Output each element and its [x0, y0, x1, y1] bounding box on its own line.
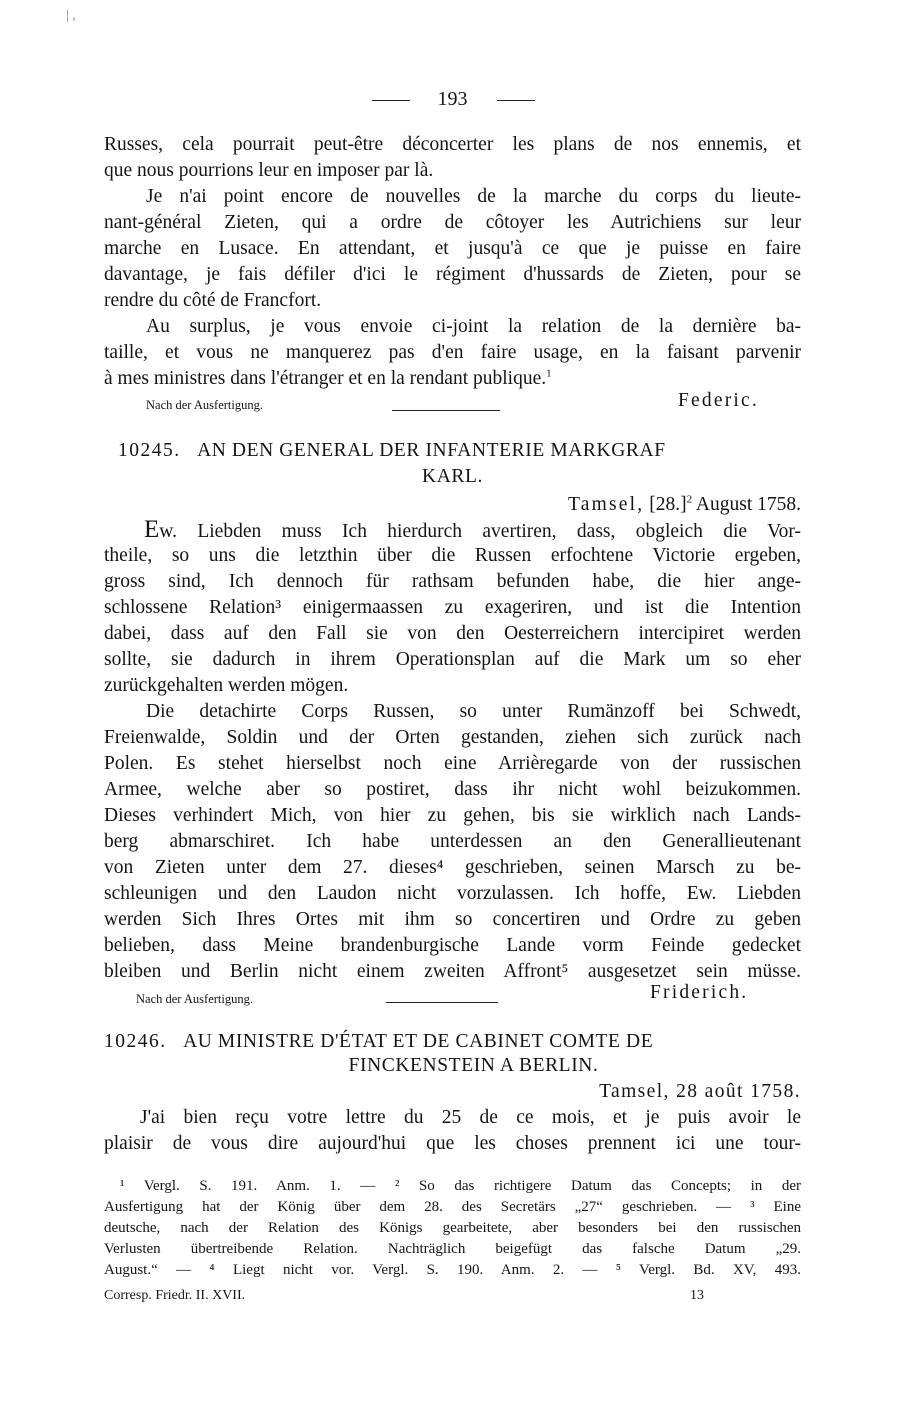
text-line: bleiben und Berlin nicht einem zweiten Affront⁵ ausgesetzet sein müsse. — [104, 961, 801, 982]
letter-heading — [104, 1029, 801, 1055]
text-line: dabei, dass auf den Fall sie von den Oesterreichern intercipiret werden — [104, 623, 801, 644]
text-line: von Zieten unter dem 27. dieses⁴ geschrieben, seinen Marsch zu be- — [104, 857, 801, 878]
dateline: Tamsel, 28 août 1758. — [599, 1081, 801, 1102]
text-line: Je n'ai point encore de nouvelles de la marche du corps du lieute- — [146, 186, 801, 207]
letter-title-line2: FINCKENSTEIN A BERLIN. — [348, 1055, 599, 1076]
text-line: Die detachirte Corps Russen, so unter Rumänzoff bei Schwedt, — [146, 701, 801, 722]
footnote-line: ¹ Vergl. S. 191. Anm. 1. — ² So das richtigere Datum das Concepts; in der — [120, 1178, 801, 1194]
initial-letter: E — [144, 516, 160, 543]
letter-title-line2: KARL. — [422, 466, 483, 487]
text-line: Au surplus, je vous envoie ci-joint la relation de la dernière ba- — [146, 316, 801, 337]
text-line: werden Sich Ihres Ortes mit ihm so concertiren und Ordre zu geben — [104, 909, 801, 930]
corner-marks: | , — [66, 8, 76, 23]
letter-title: AN DEN GENERAL DER INFANTERIE MARKGRAF — [197, 440, 666, 461]
text-line: Russes, cela pourrait peut-être déconcerter les plans de nos ennemis, et — [104, 134, 801, 155]
footnote-line: Ausfertigung hat der König über dem 28. des Secretärs „27“ geschrieben. — ³ Eine — [104, 1199, 801, 1215]
text-line: theile, so uns die letzthin über die Russen erfochtene Victorie ergeben, — [104, 545, 801, 566]
footnote-ref: 1 — [546, 367, 552, 380]
footnote-line: August.“ — ⁴ Liegt nicht vor. Vergl. S. 190. Anm. 2. — ⁵ Vergl. Bd. XV, 493. — [104, 1262, 801, 1278]
text-line: que nous pourrions leur en imposer par là. — [104, 160, 434, 181]
text-line: berg abmarschiret. Ich habe unterdessen an den Generallieutenant — [104, 831, 801, 852]
signature-mark: 13 — [690, 1288, 704, 1303]
text-line: marche en Lusace. En attendant, et jusqu'à ce que je puisse en faire — [104, 238, 801, 259]
letter-title: AU MINISTRE D'ÉTAT ET DE CABINET COMTE DE — [183, 1031, 654, 1052]
text-line: plaisir de vous dire aujourd'hui que les choses prennent ici une tour- — [104, 1133, 801, 1154]
text-line: zurückgehalten werden mögen. — [104, 675, 349, 696]
signature: Friderich. — [650, 982, 749, 1003]
text-line: schlossene Relation³ einigermaassen zu exageriren, und ist die Intention — [104, 597, 801, 618]
footnote-line: Verlusten übertreibende Relation. Nachträglich beigefügt das falsche Datum „29. — [104, 1241, 801, 1257]
signature-line: Corresp. Friedr. II. XVII. — [104, 1288, 246, 1303]
letter-heading — [118, 438, 801, 464]
signature-rule — [392, 410, 500, 411]
text-line: gross sind, Ich dennoch für rathsam befunden habe, die hier ange- — [104, 571, 801, 592]
signature: Federic. — [678, 390, 759, 411]
text-line: davantage, je fais défiler d'ici le régiment d'hussards de Zieten, pour se — [104, 264, 801, 285]
letter-number: 10245. — [118, 440, 181, 461]
page-number: 193 — [437, 88, 468, 110]
letter-number: 10246. — [104, 1031, 167, 1052]
text-line — [104, 517, 801, 545]
dateline — [522, 492, 801, 518]
footnote-line: deutsche, nach der Relation des Königs gearbeitete, aber besonders bei den russischen — [104, 1220, 801, 1236]
text-line: J'ai bien reçu votre lettre du 25 de ce mois, et je puis avoir le — [140, 1107, 801, 1128]
source-note: Nach der Ausfertigung. — [146, 398, 263, 412]
text-line: taille, et vous ne manquerez pas d'en faire usage, en la faisant parvenir — [104, 342, 801, 363]
place: Tamsel, — [568, 494, 645, 515]
source-note: Nach der Ausfertigung. — [136, 992, 253, 1006]
text-line: nant-général Zieten, qui a ordre de côtoyer les Autrichiens sur leur — [104, 212, 801, 233]
text-line: schleunigen und den Laudon nicht vorzulassen. Ich hoffe, Ew. Liebden — [104, 883, 801, 904]
date-bracket: [28.] — [649, 494, 687, 515]
date: August 1758. — [695, 494, 801, 515]
text-line-content: w. Liebden muss Ich hierdurch avertiren, dass, obgleich die Vor- — [159, 521, 801, 542]
text-line: sollte, sie dadurch in ihrem Operationsplan auf die Mark um so eher — [104, 649, 801, 670]
header-rule-right — [497, 100, 535, 101]
text-line: Freienwalde, Soldin und der Orten gestanden, ziehen sich zurück nach — [104, 727, 801, 748]
text-line: Armee, welche aber so postiret, dass ihr nicht wohl beizukommen. — [104, 779, 801, 800]
text-line: Polen. Es stehet hierselbst noch eine Arrièregarde von der russischen — [104, 753, 801, 774]
footnote-ref: 2 — [686, 493, 693, 506]
signature-rule — [386, 1002, 498, 1003]
text-line: rendre du côté de Francfort. — [104, 290, 322, 311]
text-line: belieben, dass Meine brandenburgische Lande vorm Feinde gedecket — [104, 935, 801, 956]
text-line: Dieses verhindert Mich, von hier zu gehen, bis sie wirklich nach Lands- — [104, 805, 801, 826]
text-line-content: à mes ministres dans l'étranger et en la rendant publique. — [104, 368, 547, 389]
